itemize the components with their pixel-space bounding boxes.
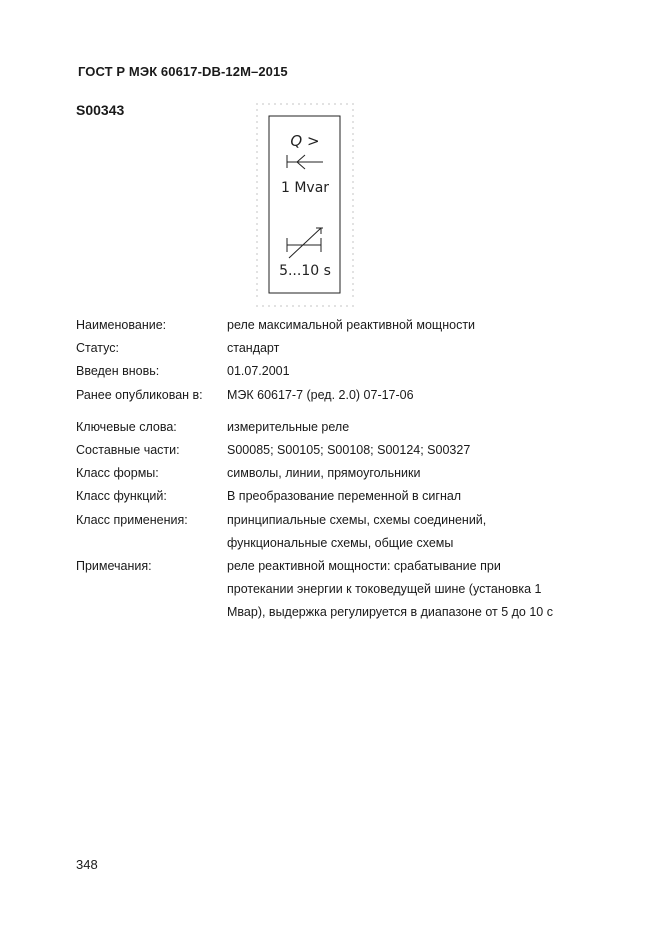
frame-dot <box>328 103 329 104</box>
frame-dot <box>286 103 287 104</box>
field-value-line: МЭК 60617-7 (ред. 2.0) 07-17-06 <box>227 387 414 402</box>
frame-dot <box>352 283 353 284</box>
field-row-name <box>76 314 636 337</box>
frame-dot <box>256 187 257 188</box>
frame-dot <box>256 175 257 176</box>
frame-dot <box>256 205 257 206</box>
frame-dot <box>256 115 257 116</box>
frame-dot <box>352 109 353 110</box>
frame-dot <box>334 103 335 104</box>
frame-dot <box>292 103 293 104</box>
properties-list <box>76 314 636 625</box>
symbol-label-q: Q > <box>290 132 320 150</box>
frame-dot <box>352 187 353 188</box>
field-value <box>227 314 636 337</box>
frame-dot <box>256 235 257 236</box>
field-label: Примечания: <box>76 559 152 574</box>
field-value-line: символы, линии, прямоугольники <box>227 466 421 481</box>
frame-dot <box>352 151 353 152</box>
frame-dot <box>256 295 257 296</box>
frame-dot <box>346 305 347 306</box>
frame-dot <box>352 157 353 158</box>
field-value-line: принципиальные схемы, схемы соединений, <box>227 512 487 527</box>
frame-dot <box>316 305 317 306</box>
field-row-notes <box>76 555 636 625</box>
frame-dot <box>340 305 341 306</box>
frame-dot <box>352 175 353 176</box>
frame-dot <box>352 139 353 140</box>
frame-dot <box>256 151 257 152</box>
field-label: Введен вновь: <box>76 364 160 379</box>
frame-dot <box>298 305 299 306</box>
field-row-introduced <box>76 360 636 383</box>
frame-dot <box>352 103 353 104</box>
field-row-application-class <box>76 509 636 555</box>
frame-dot <box>256 289 257 290</box>
frame-dot <box>256 259 257 260</box>
field-row-published <box>76 384 636 407</box>
field-label: Класс применения: <box>76 512 188 527</box>
field-row-status <box>76 337 636 360</box>
frame-dot <box>262 305 263 306</box>
frame-dot <box>352 193 353 194</box>
frame-dot <box>274 305 275 306</box>
symbol-label-power: 1 Mvar <box>280 180 330 196</box>
field-value <box>227 462 636 485</box>
field-value-line: стандарт <box>227 341 280 356</box>
frame-dot <box>352 289 353 290</box>
field-value <box>227 384 636 407</box>
frame-dot <box>352 305 353 306</box>
frame-dot <box>352 253 353 254</box>
frame-dot <box>256 217 257 218</box>
frame-dot <box>352 229 353 230</box>
frame-dot <box>274 103 275 104</box>
frame-dot <box>340 103 341 104</box>
frame-dot <box>352 115 353 116</box>
frame-dot <box>256 223 257 224</box>
frame-dot <box>280 103 281 104</box>
field-label: Составные части: <box>76 443 180 458</box>
section-gap <box>76 407 636 416</box>
frame-dot <box>316 103 317 104</box>
frame-dot <box>256 163 257 164</box>
frame-dot <box>352 271 353 272</box>
frame-dot <box>256 247 257 248</box>
frame-dot <box>256 145 257 146</box>
frame-dot <box>256 127 257 128</box>
field-value-line: В преобразование переменной в сигнал <box>227 489 462 504</box>
frame-dot <box>352 295 353 296</box>
frame-dot <box>256 157 257 158</box>
frame-dot <box>256 139 257 140</box>
frame-dot <box>256 305 257 306</box>
field-label: Ключевые слова: <box>76 419 177 434</box>
frame-dot <box>256 265 257 266</box>
field-value-line: реле максимальной реактивной мощности <box>227 318 476 332</box>
document-header: ГОСТ Р МЭК 60617-DB-12M–2015 <box>78 64 288 79</box>
field-value <box>227 360 636 383</box>
field-row-shape-class <box>76 462 636 485</box>
frame-dot <box>352 145 353 146</box>
frame-dot <box>352 277 353 278</box>
page-number: 348 <box>76 857 98 872</box>
field-value <box>227 485 636 508</box>
field-label: Статус: <box>76 341 119 356</box>
frame-dot <box>256 253 257 254</box>
field-value <box>227 337 636 360</box>
field-label: Ранее опубликован в: <box>76 387 203 402</box>
frame-dot <box>352 259 353 260</box>
frame-dot <box>328 305 329 306</box>
field-value <box>227 439 636 462</box>
field-row-components <box>76 439 636 462</box>
relay-symbol-figure <box>255 102 355 308</box>
frame-dot <box>352 235 353 236</box>
field-label: Класс функций: <box>76 489 167 504</box>
symbol-code: S00343 <box>76 102 125 118</box>
frame-dot <box>298 103 299 104</box>
frame-dot <box>322 305 323 306</box>
frame-dot <box>352 211 353 212</box>
frame-dot <box>256 169 257 170</box>
field-value <box>227 555 636 625</box>
frame-dot <box>352 241 353 242</box>
frame-dot <box>352 199 353 200</box>
symbol-label-time: 5...10 s <box>279 263 331 279</box>
frame-dot <box>256 109 257 110</box>
field-value-line: измерительные реле <box>227 419 350 434</box>
field-value-line: S00085; S00105; S00108; S00124; S00327 <box>227 443 471 458</box>
frame-dot <box>304 103 305 104</box>
frame-dot <box>310 305 311 306</box>
frame-dot <box>322 103 323 104</box>
frame-dot <box>352 223 353 224</box>
frame-dot <box>256 103 257 104</box>
field-value-line: протекании энергии к токоведущей шине (установка 1 <box>227 582 542 597</box>
frame-dot <box>346 103 347 104</box>
field-row-keywords <box>76 416 636 439</box>
field-label: Класс формы: <box>76 466 159 481</box>
field-value-line: 01.07.2001 <box>227 364 290 379</box>
frame-dot <box>352 265 353 266</box>
frame-dot <box>256 211 257 212</box>
field-row-function-class <box>76 485 636 508</box>
frame-dot <box>352 181 353 182</box>
frame-dot <box>256 193 257 194</box>
adjustable-delay-icon <box>287 228 323 258</box>
field-value <box>227 509 636 555</box>
frame-dot <box>256 241 257 242</box>
field-value-line: Мвар), выдержка регулируется в диапазоне от 5 до 10 с <box>227 605 553 620</box>
frame-dot <box>352 133 353 134</box>
frame-dot <box>256 277 257 278</box>
frame-dot <box>256 181 257 182</box>
frame-dot <box>334 305 335 306</box>
frame-dot <box>352 205 353 206</box>
field-label: Наименование: <box>76 318 167 332</box>
frame-dot <box>304 305 305 306</box>
frame-dot <box>292 305 293 306</box>
frame-dot <box>262 103 263 104</box>
frame-dot <box>256 121 257 122</box>
frame-dot <box>352 217 353 218</box>
field-value <box>227 416 636 439</box>
frame-dot <box>256 133 257 134</box>
frame-dot <box>256 271 257 272</box>
frame-dot <box>352 247 353 248</box>
energy-flow-arrow-icon <box>287 155 323 169</box>
frame-dot <box>352 169 353 170</box>
frame-dot <box>352 127 353 128</box>
field-value-line: реле реактивной мощности: срабатывание при <box>227 559 501 574</box>
frame-dot <box>352 163 353 164</box>
frame-dot <box>352 121 353 122</box>
frame-dot <box>280 305 281 306</box>
frame-dot <box>256 229 257 230</box>
frame-dot <box>256 283 257 284</box>
frame-dot <box>268 305 269 306</box>
frame-dot <box>310 103 311 104</box>
frame-dot <box>268 103 269 104</box>
frame-dot <box>286 305 287 306</box>
field-value-line: функциональные схемы, общие схемы <box>227 535 454 550</box>
frame-dot <box>256 199 257 200</box>
